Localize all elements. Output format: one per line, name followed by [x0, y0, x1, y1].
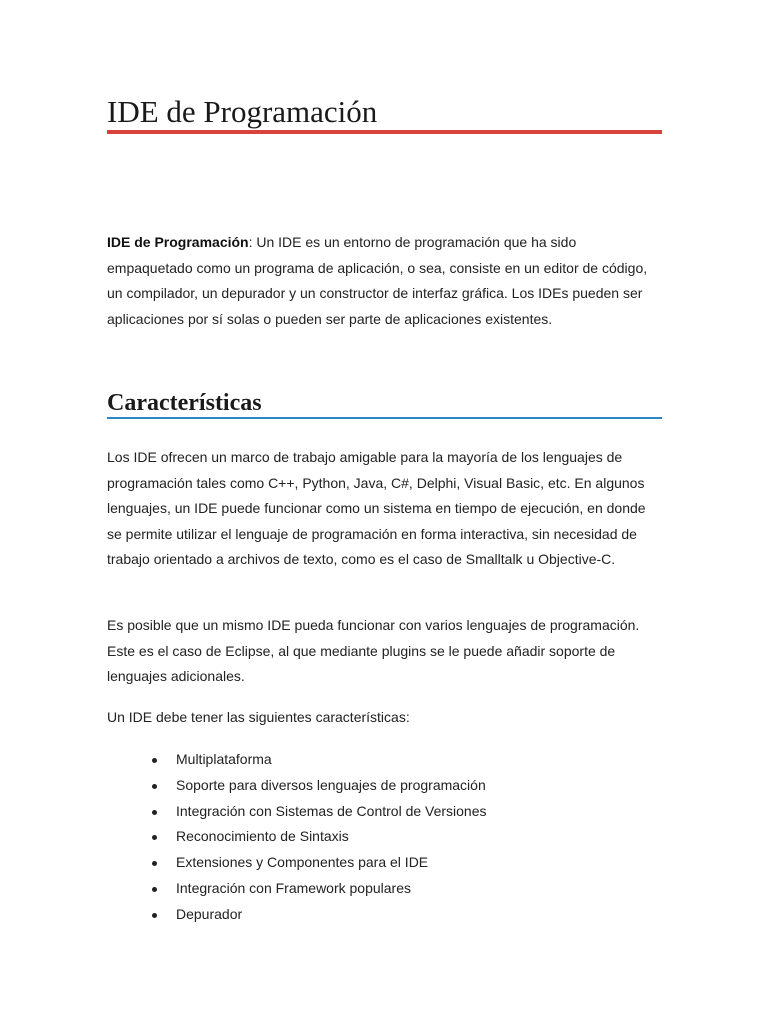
bullet-icon	[152, 913, 157, 918]
list-item-text: Depurador	[176, 905, 243, 922]
title-underline	[107, 130, 662, 134]
features-list	[107, 747, 662, 928]
paragraph-3: Un IDE debe tener las siguientes características:	[107, 709, 410, 725]
bullet-icon	[152, 784, 157, 789]
bullet-icon	[152, 810, 157, 815]
bullet-icon	[152, 887, 157, 892]
intro-paragraph	[107, 230, 662, 332]
paragraph-2: Es posible que un mismo IDE pueda funcionar con varios lenguajes de programación. Este es el caso de Eclipse, al que mediante plugins se le puede añadir soporte de lenguajes adicionales.	[107, 617, 640, 684]
list-item	[107, 850, 662, 876]
intro-term: IDE de Programación	[107, 234, 249, 250]
list-item-text: Multiplataforma	[176, 751, 272, 767]
section-heading: Características	[107, 390, 262, 416]
list-item	[107, 902, 662, 928]
intro-text: : Un IDE es un entorno de programación que ha sido empaquetado como un programa de aplicación, o sea, consiste en un editor de código, un compilador, un depurador y un constructor de interfaz gráfica. Los IDEs pueden ser aplicaciones por sí solas o pueden ser parte de aplicaciones existentes.	[107, 234, 648, 327]
list-item	[107, 824, 662, 850]
list-item	[107, 747, 662, 773]
bullet-icon	[152, 861, 157, 866]
list-item-text: Soporte para diversos lenguajes de programación	[176, 776, 486, 793]
list-item	[107, 799, 662, 825]
bullet-icon	[152, 758, 157, 763]
page-title: IDE de Programación	[107, 94, 378, 129]
document-page	[107, 0, 662, 1024]
list-item-text: Extensiones y Componentes para el IDE	[176, 854, 429, 871]
list-item	[107, 773, 662, 799]
section-heading-underline	[107, 417, 662, 419]
paragraph-1: Los IDE ofrecen un marco de trabajo amigable para la mayoría de los lenguajes de programación tales como C++, Python, Java, C#, Delphi, Visual Basic, etc. En algunos lenguajes, un IDE puede funcionar como un sistema en tiempo de ejecución, en donde se permite utilizar el lenguaje de programación en forma interactiva, sin necesidad de trabajo orientado a archivos de texto, como es el caso de Smalltalk u Objective-C.	[107, 449, 646, 567]
list-item	[107, 876, 662, 902]
list-item-text: Integración con Framework populares	[176, 879, 412, 896]
list-item-text: Reconocimiento de Sintaxis	[176, 828, 349, 845]
bullet-icon	[152, 835, 157, 840]
list-item-text: Integración con Sistemas de Control de Versiones	[176, 802, 487, 819]
